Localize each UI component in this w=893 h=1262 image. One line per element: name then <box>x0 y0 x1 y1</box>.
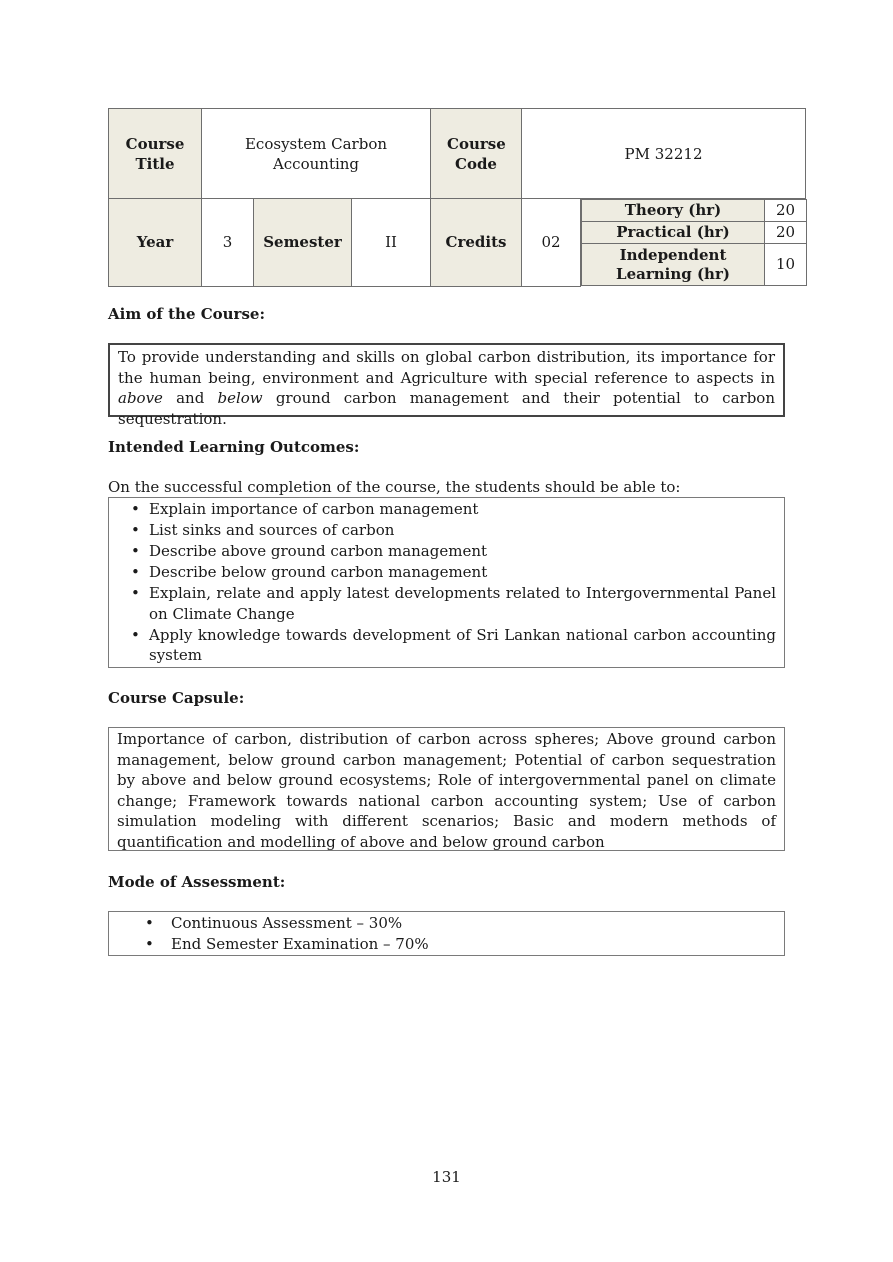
year-value: 3 <box>202 199 254 287</box>
aim-box <box>108 343 785 428</box>
aim-text: To provide understanding and skills on global carbon distribution, its importance for the human being, environment and Agriculture with special reference to aspects in <box>118 348 775 387</box>
list-item <box>117 583 776 624</box>
theory-hours-label: Theory (hr) <box>582 200 765 222</box>
aim-italic-above: above <box>118 389 163 407</box>
semester-label: Semester <box>254 199 352 287</box>
semester-value: II <box>352 199 431 287</box>
independent-hours-value: 10 <box>765 244 807 286</box>
ilo-list <box>117 499 776 666</box>
year-label: Year <box>109 199 202 287</box>
ilo-heading: Intended Learning Outcomes: <box>108 438 360 456</box>
practical-hours-label: Practical (hr) <box>582 222 765 244</box>
course-info-table <box>108 108 806 287</box>
bullet-icon: • <box>131 563 140 581</box>
hours-table <box>581 199 807 286</box>
assessment-item-text: End Semester Examination – 70% <box>171 935 429 953</box>
independent-hours-label: Independent Learning (hr) <box>582 244 765 286</box>
aim-heading: Aim of the Course: <box>108 305 265 323</box>
list-item <box>117 520 776 541</box>
bullet-icon: • <box>131 521 140 539</box>
ilo-item-text: Apply knowledge towards development of Sri Lankan national carbon accounting system <box>149 625 776 664</box>
list-item <box>117 541 776 562</box>
ilo-item-text: Explain importance of carbon management <box>149 500 479 518</box>
bullet-icon: • <box>145 935 154 953</box>
course-code-value: PM 32212 <box>522 109 806 199</box>
ilo-item-text: Describe below ground carbon management <box>149 563 488 581</box>
list-item <box>109 934 784 955</box>
practical-hours-value: 20 <box>765 222 807 244</box>
bullet-icon: • <box>131 500 140 518</box>
aim-italic-below: below <box>217 389 263 407</box>
list-item <box>117 499 776 520</box>
ilo-intro: On the successful completion of the course, the students should be able to: <box>108 478 681 496</box>
capsule-heading: Course Capsule: <box>108 689 245 707</box>
list-item <box>117 625 776 666</box>
theory-hours-value: 20 <box>765 200 807 222</box>
bullet-icon: • <box>131 584 140 602</box>
hours-cell <box>581 199 806 287</box>
list-item <box>109 913 784 934</box>
ilo-item-text: Describe above ground carbon management <box>149 542 488 560</box>
page-number: 131 <box>432 1168 461 1186</box>
capsule-box: Importance of carbon, distribution of carbon across spheres; Above ground carbon management, below ground carbon management; Potential of carbon sequestration by above and below ground ecosystems; Role of intergovernmental panel on climate change; Framework towards national carbon accounting system; Use of carbon simulation modeling with different scenarios; Basic and modern methods of quantification and modelling of above and below ground carbon <box>108 727 785 851</box>
aim-text-joiner: and <box>162 389 218 407</box>
course-title-value: Ecosystem Carbon Accounting <box>202 109 431 199</box>
assessment-list <box>109 913 784 955</box>
bullet-icon: • <box>131 542 140 560</box>
aim-text-end: ground carbon management and their potential to carbon sequestration. <box>118 389 775 428</box>
credits-value: 02 <box>522 199 581 287</box>
ilo-box <box>108 497 785 668</box>
list-item <box>117 562 776 583</box>
ilo-item-text: List sinks and sources of carbon <box>149 521 395 539</box>
ilo-item-text: Explain, relate and apply latest developments related to Intergovernmental Panel on Climate Change <box>149 584 776 623</box>
assessment-box <box>108 911 785 956</box>
bullet-icon: • <box>131 625 140 644</box>
credits-label: Credits <box>431 199 522 287</box>
assessment-heading: Mode of Assessment: <box>108 873 286 891</box>
bullet-icon: • <box>145 914 154 932</box>
course-code-label: Course Code <box>431 109 522 199</box>
assessment-item-text: Continuous Assessment – 30% <box>171 914 403 932</box>
course-title-label: Course Title <box>109 109 202 199</box>
